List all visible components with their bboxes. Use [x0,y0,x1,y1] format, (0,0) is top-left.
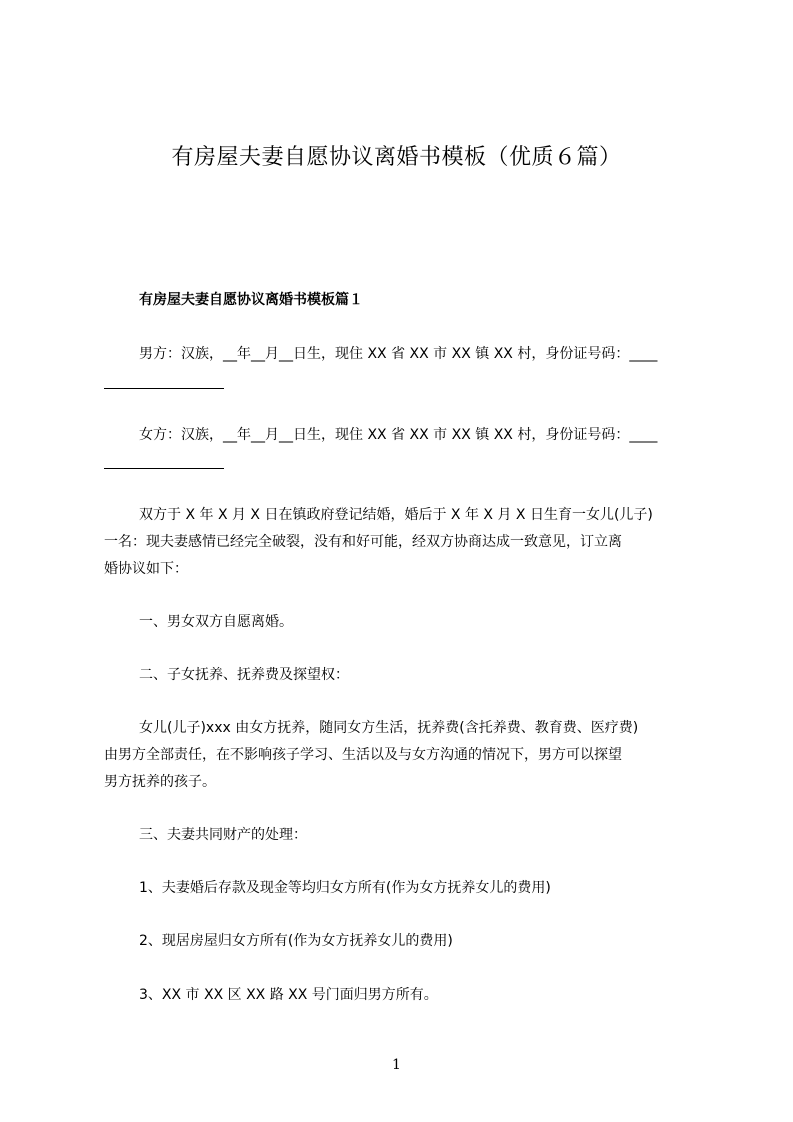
custody-line-1: 女儿(儿子)xxx 由女方抚养，随同女方生活，抚养费(含托养费、教育费、医疗费) [139,720,639,736]
intro-line-3: 婚协议如下： [104,561,188,577]
property-item-1: 1、夫妻婚后存款及现金等均归女方所有(作为女方抚养女儿的费用) [139,880,551,896]
custody-line-2: 由男方全部责任，在不影响孩子学习、生活以及与女方沟通的情况下，男方可以探望 [104,747,622,763]
intro-line-1: 双方于 X 年 X 月 X 日在镇政府登记结婚，婚后于 X 年 X 月 X 日生育一女儿(儿子) [139,507,653,523]
property-item-3: 3、XX 市 XX 区 XX 路 XX 号门面归男方所有。 [139,987,438,1003]
page-number: 1 [392,1057,401,1073]
male-party-line: 男方：汉族，__年__月__日生，现住 XX 省 XX 市 XX 镇 XX 村，身份证号码：____ [139,346,658,362]
custody-line-3: 男方抚养的孩子。 [104,774,216,790]
section-heading: 有房屋夫妻自愿协议离婚书模板篇１ [139,292,363,308]
female-party-line: 女方：汉族，__年__月__日生，现住 XX 省 XX 市 XX 镇 XX 村，身份证号码：____ [139,427,658,443]
clause-1: 一、男女双方自愿离婚。 [139,614,293,630]
female-id-underline [104,468,224,469]
document-title: 有房屋夫妻自愿协议离婚书模板（优质６篇） [171,145,622,170]
intro-line-2: 一名：现夫妻感情已经完全破裂，没有和好可能，经双方协商达成一致意见，订立离 [104,534,622,550]
clause-3: 三、夫妻共同财产的处理： [139,827,307,843]
male-id-underline [104,388,224,389]
property-item-2: 2、现居房屋归女方所有(作为女方抚养女儿的费用) [139,933,453,949]
clause-2: 二、子女抚养、抚养费及探望权： [139,667,349,683]
